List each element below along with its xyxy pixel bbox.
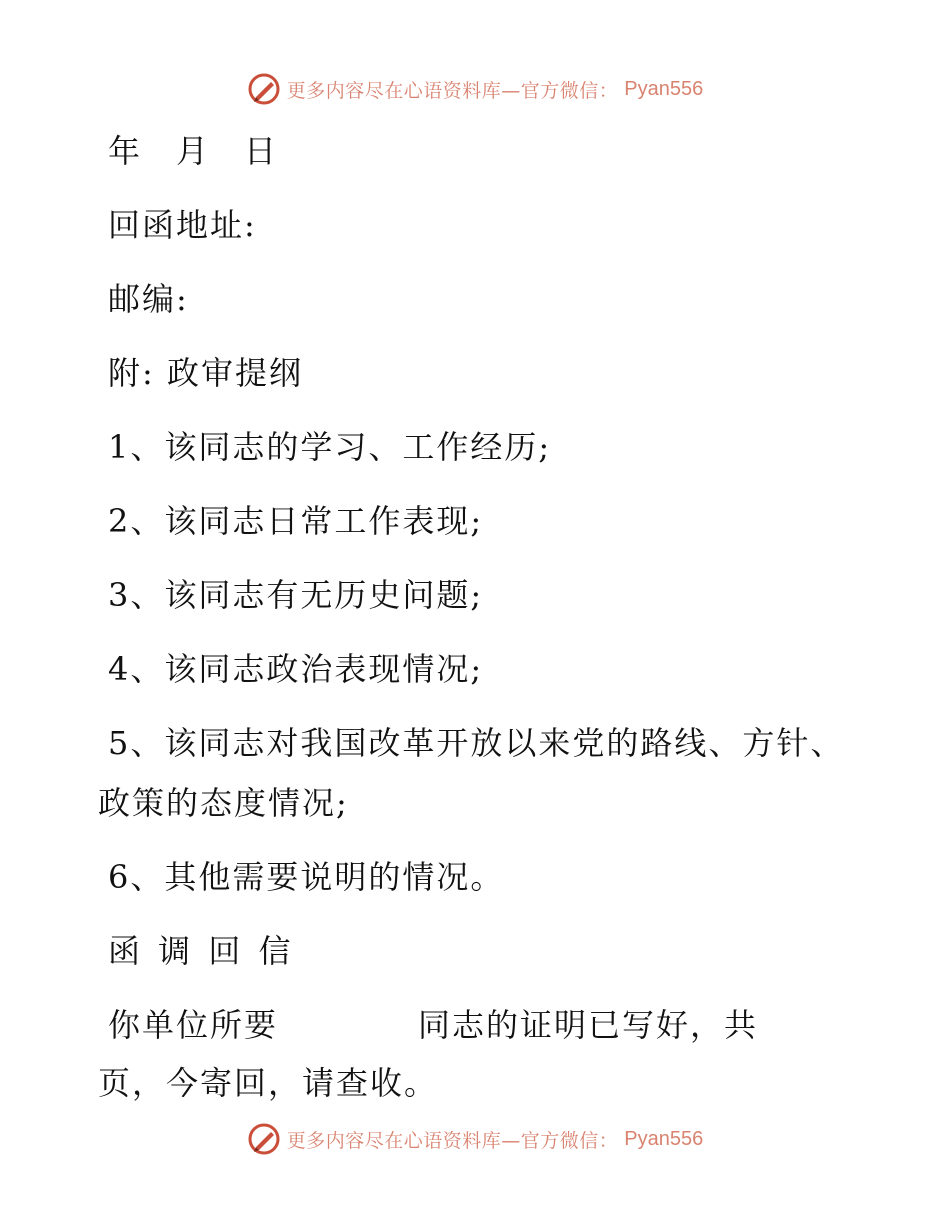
reply-body-part-1: 你单位所要: [108, 1006, 279, 1044]
outline-item-2: 2、该同志日常工作表现;: [108, 502, 484, 540]
outline-item-4: 4、该同志政治表现情况;: [108, 650, 484, 688]
reply-body-part-2: 同志的证明已写好，共: [418, 1006, 759, 1044]
date-month: 月: [176, 132, 211, 170]
reply-address-label: 回函地址:: [108, 206, 257, 244]
outline-item-6: 6、其他需要说明的情况。: [108, 858, 505, 896]
postcode-label: 邮编:: [108, 280, 189, 318]
date-year: 年: [108, 132, 143, 170]
banner-text: 更多内容尽在心语资料库—官方微信：: [286, 79, 619, 102]
outline-item-5: 5、该同志对我国改革开放以来党的路线、方针、: [108, 724, 845, 762]
banner-wechat-id: Pyan556: [624, 1127, 704, 1150]
outline-item-5-continued: 政策的态度情况;: [98, 784, 349, 822]
date-line: [108, 126, 278, 172]
reply-letter-title: 函 调 回 信: [108, 932, 295, 970]
reply-body-line-1: [108, 1000, 758, 1046]
outline-item-3: 3、该同志有无历史问题;: [108, 576, 484, 614]
banner-wechat-id: Pyan556: [624, 77, 704, 100]
reply-body-line-2: 页，今寄回，请查收。: [98, 1064, 439, 1102]
date-day: 日: [244, 132, 279, 170]
header-banner: [0, 72, 950, 106]
attachment-title: 附: 政审提纲: [108, 354, 303, 392]
banner-text: 更多内容尽在心语资料库—官方微信：: [286, 1129, 619, 1152]
pen-logo-icon: [247, 1122, 281, 1156]
outline-item-1: 1、该同志的学习、工作经历;: [108, 428, 552, 466]
pen-logo-icon: [247, 72, 281, 106]
footer-banner: [0, 1122, 950, 1156]
